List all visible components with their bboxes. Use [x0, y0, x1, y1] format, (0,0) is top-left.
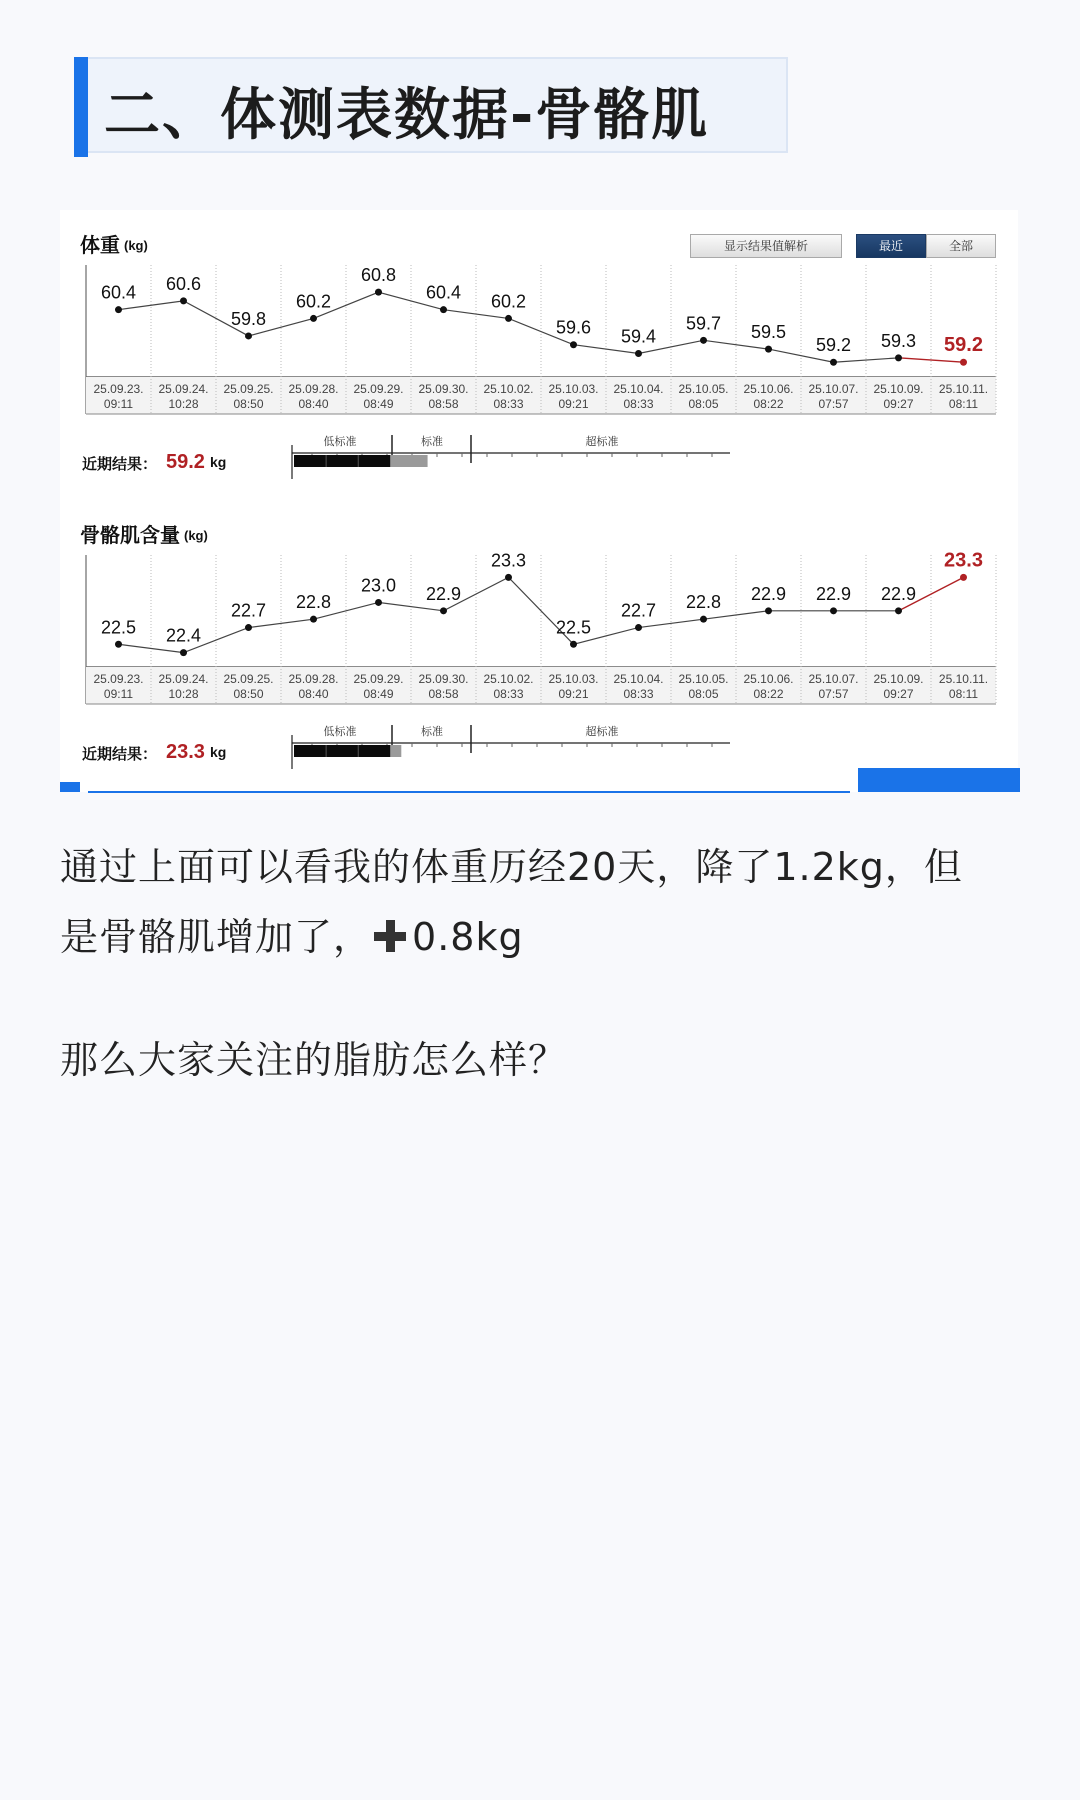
chart2-x-tick-date: 25.09.25.: [223, 672, 274, 686]
summary-paragraph: [60, 832, 1020, 972]
chart1-data-label: 59.2: [815, 335, 852, 356]
chart1-point: [310, 315, 317, 322]
chart2-data-label: 22.5: [100, 617, 137, 638]
chart1-data-label: 59.6: [555, 317, 592, 338]
heading-accent-bar: [74, 57, 88, 157]
chart1-point: [505, 315, 512, 322]
chart2-data-label: 22.5: [555, 617, 592, 638]
chart2-x-tick-time: 08:40: [298, 687, 329, 701]
chart1-recent-label: 近期结果：: [82, 456, 158, 473]
chart1-data-label: 60.4: [425, 282, 462, 303]
section-heading: [74, 57, 788, 153]
chart2-x-tick-date: 25.09.23.: [93, 672, 144, 686]
chart1-x-tick-time: 08:33: [623, 397, 654, 411]
all-tab-button[interactable]: 全部: [926, 234, 996, 258]
chart2-point: [180, 649, 187, 656]
chart1-x-tick-date: 25.10.05.: [678, 382, 729, 396]
chart1-x-tick-time: 09:21: [558, 397, 589, 411]
chart2-data-label: 23.3: [944, 549, 983, 572]
chart1-x-tick-time: 09:11: [103, 397, 134, 411]
chart1-x-tick-time: 08:49: [363, 397, 394, 411]
chart2-x-tick-time: 08:49: [363, 687, 394, 701]
chart2-x-tick-time: 08:22: [753, 687, 784, 701]
chart2-data-label: 23.3: [490, 550, 527, 571]
chart2-x-tick-date: 25.10.11.: [938, 672, 989, 686]
chart1-recent-value: 59.2: [166, 451, 205, 473]
chart1-point: [700, 337, 707, 344]
chart1-x-tick-time: 08:50: [233, 397, 264, 411]
chart2-point: [505, 574, 512, 581]
chart1-x-tick-date: 25.09.30.: [418, 382, 469, 396]
chart1-data-label: 60.6: [165, 273, 202, 294]
chart1-point: [180, 297, 187, 304]
chart1-data-label: 60.2: [295, 291, 332, 312]
chart2-recent-label: 近期结果：: [82, 746, 158, 763]
chart1-data-label: 60.2: [490, 291, 527, 312]
chart1-x-tick-date: 25.10.09.: [873, 382, 924, 396]
chart1-unit: (kg): [124, 238, 148, 253]
chart1-x-tick-time: 08:22: [753, 397, 784, 411]
chart1-data-label: 60.8: [360, 265, 397, 286]
chart1-point: [895, 354, 902, 361]
chart1-data-label: 59.2: [944, 334, 983, 357]
chart1-x-tick-date: 25.09.24.: [158, 382, 209, 396]
chart1-point: [765, 346, 772, 353]
chart2-unit: (kg): [184, 528, 208, 543]
charts-canvas: [60, 210, 1018, 792]
chart1-title: 体重: [80, 235, 120, 257]
chart2-data-label: 22.9: [425, 583, 462, 604]
body-composition-panel: [60, 210, 1018, 792]
chart2-point: [765, 607, 772, 614]
chart1-data-label: 59.5: [750, 322, 787, 343]
chart2-range-bar-fill: [294, 745, 390, 757]
chart2-x-tick-time: 08:05: [688, 687, 719, 701]
chart2-range-label-low: 低标准: [323, 726, 357, 738]
chart2-x-tick-time: 09:11: [103, 687, 134, 701]
chart1-recent-unit: kg: [210, 454, 227, 470]
chart2-point: [375, 599, 382, 606]
chart2-x-tick-time: 10:28: [168, 687, 199, 701]
chart1-data-label: 59.3: [880, 330, 917, 351]
chart1-x-tick-time: 08:40: [298, 397, 329, 411]
chart2-data-label: 22.9: [750, 583, 787, 604]
chart1-x-tick-date: 25.10.11.: [938, 382, 989, 396]
chart2-x-tick-time: 07:57: [818, 687, 849, 701]
chart1-x-tick-time: 08:58: [428, 397, 459, 411]
chart1-x-tick-date: 25.09.23.: [93, 382, 144, 396]
chart1-x-tick-date: 25.10.04.: [613, 382, 664, 396]
chart1-x-tick-date: 25.10.03.: [548, 382, 599, 396]
chart2-x-tick-date: 25.10.02.: [483, 672, 534, 686]
chart1-range-bar-fill: [294, 455, 390, 467]
chart1-x-tick-date: 25.10.02.: [483, 382, 534, 396]
chart2-x-tick-date: 25.09.29.: [353, 672, 404, 686]
chart1-x-tick-time: 08:11: [948, 397, 979, 411]
chart1-x-tick-time: 09:27: [883, 397, 914, 411]
chart1-x-tick-time: 10:28: [168, 397, 199, 411]
chart2-x-tick-date: 25.10.05.: [678, 672, 729, 686]
footer-divider-line: [88, 791, 850, 793]
chart1-data-label: 59.8: [230, 308, 267, 329]
chart2-point: [635, 624, 642, 631]
chart1-point: [440, 306, 447, 313]
chart1-point: [830, 359, 837, 366]
summary-line-2-text: 是骨骼肌增加了，: [60, 915, 373, 959]
chart1-point: [960, 359, 967, 366]
chart2-data-label: 23.0: [360, 575, 397, 596]
chart1-x-tick-date: 25.10.07.: [808, 382, 859, 396]
chart1-data-label: 60.4: [100, 282, 137, 303]
chart2-range-label-high: 超标准: [585, 726, 619, 738]
chart2-point: [570, 641, 577, 648]
chart2-x-tick-time: 09:21: [558, 687, 589, 701]
chart1-point: [245, 332, 252, 339]
chart2-x-tick-time: 08:50: [233, 687, 264, 701]
chart2-x-tick-date: 25.10.03.: [548, 672, 599, 686]
chart2-data-label: 22.7: [620, 600, 657, 621]
recent-tab-button[interactable]: 最近: [856, 234, 926, 258]
chart2-x-tick-date: 25.10.07.: [808, 672, 859, 686]
chart2-data-label: 22.9: [815, 583, 852, 604]
question-paragraph: 那么大家关注的脂肪怎么样？: [60, 1038, 568, 1082]
chart2-x-tick-date: 25.10.06.: [743, 672, 794, 686]
plus-icon: [372, 918, 408, 954]
chart2-title: 骨骼肌含量: [80, 525, 180, 547]
chart2-range-bar-remainder: [390, 745, 401, 757]
chart1-x-tick-date: 25.09.28.: [288, 382, 339, 396]
chart2-point: [440, 607, 447, 614]
chart2-point: [310, 616, 317, 623]
chart2-x-tick-time: 08:33: [623, 687, 654, 701]
chart1-point: [570, 341, 577, 348]
chart1-range-label-low: 低标准: [323, 436, 357, 448]
chart1-x-tick-time: 08:33: [493, 397, 524, 411]
footer-accent-left: [60, 782, 80, 792]
chart2-point: [960, 574, 967, 581]
summary-line-1: 通过上面可以看我的体重历经20天，降了1.2kg，但: [60, 845, 963, 889]
chart2-x-tick-date: 25.10.09.: [873, 672, 924, 686]
chart2-data-label: 22.4: [165, 625, 202, 646]
chart1-data-label: 59.4: [620, 326, 657, 347]
chart2-data-label: 22.8: [685, 592, 722, 613]
chart1-x-tick-date: 25.10.06.: [743, 382, 794, 396]
chart2-recent-unit: kg: [210, 744, 227, 760]
chart1-range-label-high: 超标准: [585, 436, 619, 448]
muscle-gain-value: 0.8kg: [412, 915, 524, 959]
chart2-data-label: 22.7: [230, 600, 267, 621]
chart2-x-tick-time: 08:58: [428, 687, 459, 701]
chart2-x-tick-time: 09:27: [883, 687, 914, 701]
chart2-range-label-normal: 标准: [421, 726, 443, 738]
chart1-point: [375, 289, 382, 296]
chart1-range-bar-remainder: [390, 455, 427, 467]
chart1-x-tick-date: 25.09.25.: [223, 382, 274, 396]
chart2-x-tick-time: 08:33: [493, 687, 524, 701]
chart2-data-label: 22.8: [295, 592, 332, 613]
chart2-point: [895, 607, 902, 614]
chart2-point: [830, 607, 837, 614]
summary-line-2: [60, 902, 1020, 972]
chart1-x-tick-time: 08:05: [688, 397, 719, 411]
chart2-recent-value: 23.3: [166, 741, 205, 763]
chart2-x-tick-date: 25.09.30.: [418, 672, 469, 686]
chart2-x-tick-date: 25.10.04.: [613, 672, 664, 686]
chart2-x-tick-date: 25.09.24.: [158, 672, 209, 686]
chart2-point: [115, 641, 122, 648]
chart1-x-tick-date: 25.09.29.: [353, 382, 404, 396]
chart1-data-label: 59.7: [685, 313, 722, 334]
chart2-data-label: 22.9: [880, 583, 917, 604]
footer-accent-right: [858, 768, 1020, 792]
chart1-point: [115, 306, 122, 313]
section-title: 二、体测表数据-骨骼肌: [104, 83, 710, 148]
show-analysis-button[interactable]: 显示结果值解析: [690, 234, 842, 258]
chart2-point: [245, 624, 252, 631]
chart1-x-tick-time: 07:57: [818, 397, 849, 411]
chart1-range-label-normal: 标准: [421, 436, 443, 448]
chart1-point: [635, 350, 642, 357]
chart2-x-tick-date: 25.09.28.: [288, 672, 339, 686]
chart2-x-tick-time: 08:11: [948, 687, 979, 701]
chart2-point: [700, 616, 707, 623]
